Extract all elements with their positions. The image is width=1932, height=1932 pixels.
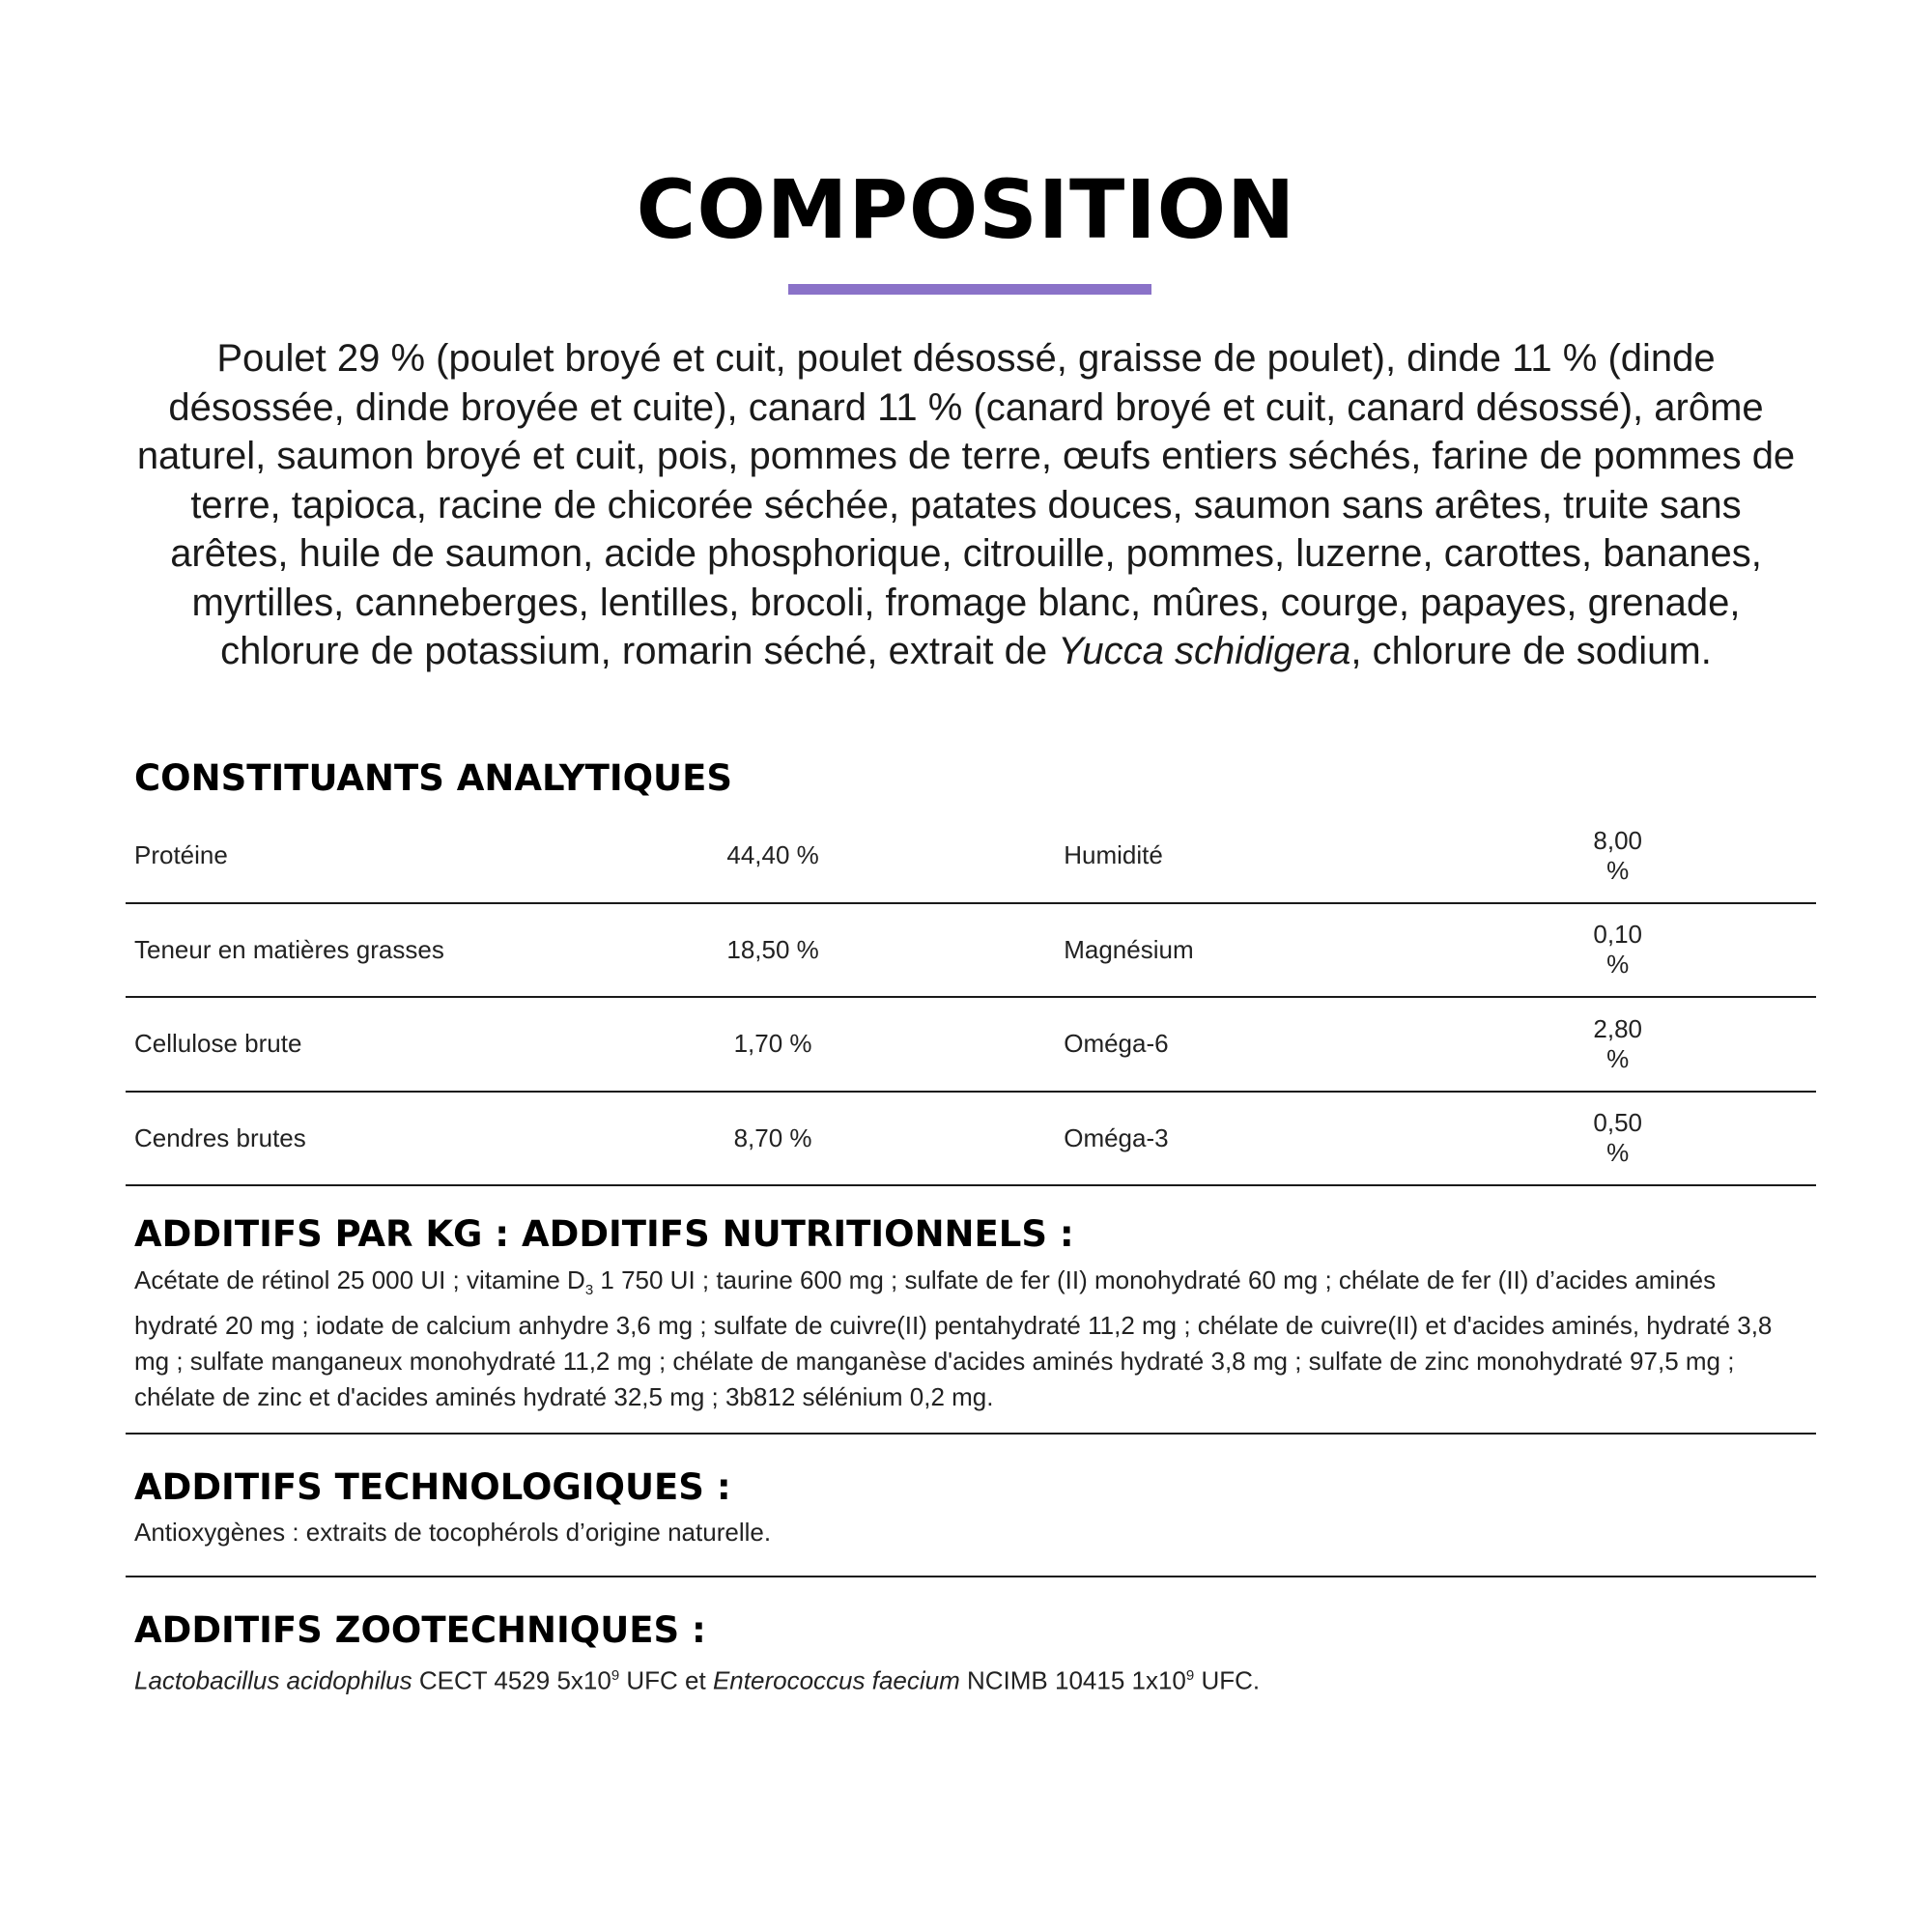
nutritional-text-part: 1 750 UI ; taurine 600 mg ; sulfate de fer (II) monohydraté 60 mg ; chélate de fer (II) d’acides aminés hydraté 20 mg ; iodate de calcium anhydre 3,6 mg ; sulfate de cuivre(II) pentahydraté 11,2 mg ; chélate de cuivre(II) et d'acides aminés, hydraté 3,8 mg ; sulfate manganeux monohydraté 11,2 mg ; chélate de manganèse d'acides aminés hydraté 3,8 mg ; sulfate de zinc monohydraté 97,5 mg ; chélate de zinc et d'acides aminés hydraté 32,5 mg ; 3b812 sélénium 0,2 mg.	[134, 1265, 1773, 1412]
nutritional-additives-text	[134, 1263, 1805, 1415]
species-name: Lactobacillus acidophilus	[134, 1665, 412, 1695]
analytic-label: Teneur en matières grasses	[126, 903, 645, 998]
analytics-heading: CONSTITUANTS ANALYTIQUES	[134, 757, 733, 799]
analytic-value: 1,70 %	[645, 997, 1055, 1092]
composition-ingredients	[135, 334, 1797, 676]
zootechnical-additives-text	[134, 1658, 1805, 1699]
ingredients-text: Poulet 29 % (poulet broyé et cuit, poulet désossé, graisse de poulet), dinde 11 % (dinde désossée, dinde broyée et cuite), canard 11 % (canard broyé et cuit, canard désossé), arôme naturel, saumon broyé et cuit, pois, pommes de terre, œufs entiers séchés, farine de pommes de terre, tapioca, racine de chicorée séchée, patates douces, saumon sans arêtes, truite sans arêtes, huile de saumon, acide phosphorique, citrouille, pommes, luzerne, carottes, bananes, myrtilles, canneberges, lentilles, brocoli, fromage blanc, mûres, courge, papayes, grenade, chlorure de potassium, romarin séché, extrait de	[136, 337, 1796, 672]
section-divider	[126, 1576, 1816, 1577]
table-row	[126, 810, 1816, 903]
analytic-label: Cellulose brute	[126, 997, 645, 1092]
analytic-value: 8,00 %	[1593, 810, 1816, 903]
analytic-value: 0,10 %	[1593, 903, 1816, 998]
zoo-text-part: UFC.	[1194, 1665, 1261, 1695]
nutritional-additives-heading: ADDITIFS PAR KG : ADDITIFS NUTRITIONNELS :	[134, 1213, 1074, 1255]
exponent: 9	[1185, 1667, 1195, 1684]
analytic-value: 8,70 %	[645, 1092, 1055, 1186]
analytic-label: Cendres brutes	[126, 1092, 645, 1186]
page-title: COMPOSITION	[636, 162, 1296, 257]
exponent: 9	[611, 1667, 620, 1684]
zoo-text-part: UFC et	[619, 1665, 713, 1695]
ingredients-text-end: , chlorure de sodium.	[1350, 630, 1712, 672]
nutritional-text-part: Acétate de rétinol 25 000 UI ; vitamine D	[134, 1265, 585, 1294]
analytic-value: 44,40 %	[645, 810, 1055, 903]
zoo-text-part: NCIMB 10415 1x10	[959, 1665, 1186, 1695]
zoo-text-part: CECT 4529 5x10	[412, 1665, 611, 1695]
ingredients-italic-species: Yucca schidigera	[1058, 630, 1351, 672]
table-row	[126, 903, 1816, 998]
table-row	[126, 1092, 1816, 1186]
title-accent-bar	[788, 284, 1151, 295]
section-divider	[126, 1433, 1816, 1435]
analytic-value: 18,50 %	[645, 903, 1055, 998]
analytic-label: Humidité	[1055, 810, 1593, 903]
analytic-label: Oméga-6	[1055, 997, 1593, 1092]
technological-additives-heading: ADDITIFS TECHNOLOGIQUES :	[134, 1466, 731, 1508]
technological-additives-text: Antioxygènes : extraits de tocophérols d’origine naturelle.	[134, 1518, 772, 1547]
analytic-value: 2,80 %	[1593, 997, 1816, 1092]
analytic-label: Protéine	[126, 810, 645, 903]
analytic-label: Oméga-3	[1055, 1092, 1593, 1186]
analytic-label: Magnésium	[1055, 903, 1593, 998]
analytic-value: 0,50 %	[1593, 1092, 1816, 1186]
zootechnical-additives-heading: ADDITIFS ZOOTECHNIQUES :	[134, 1609, 706, 1651]
vitamin-d-subscript: 3	[584, 1282, 594, 1299]
analytics-table	[126, 810, 1816, 1186]
table-row	[126, 997, 1816, 1092]
species-name: Enterococcus faecium	[712, 1665, 960, 1695]
